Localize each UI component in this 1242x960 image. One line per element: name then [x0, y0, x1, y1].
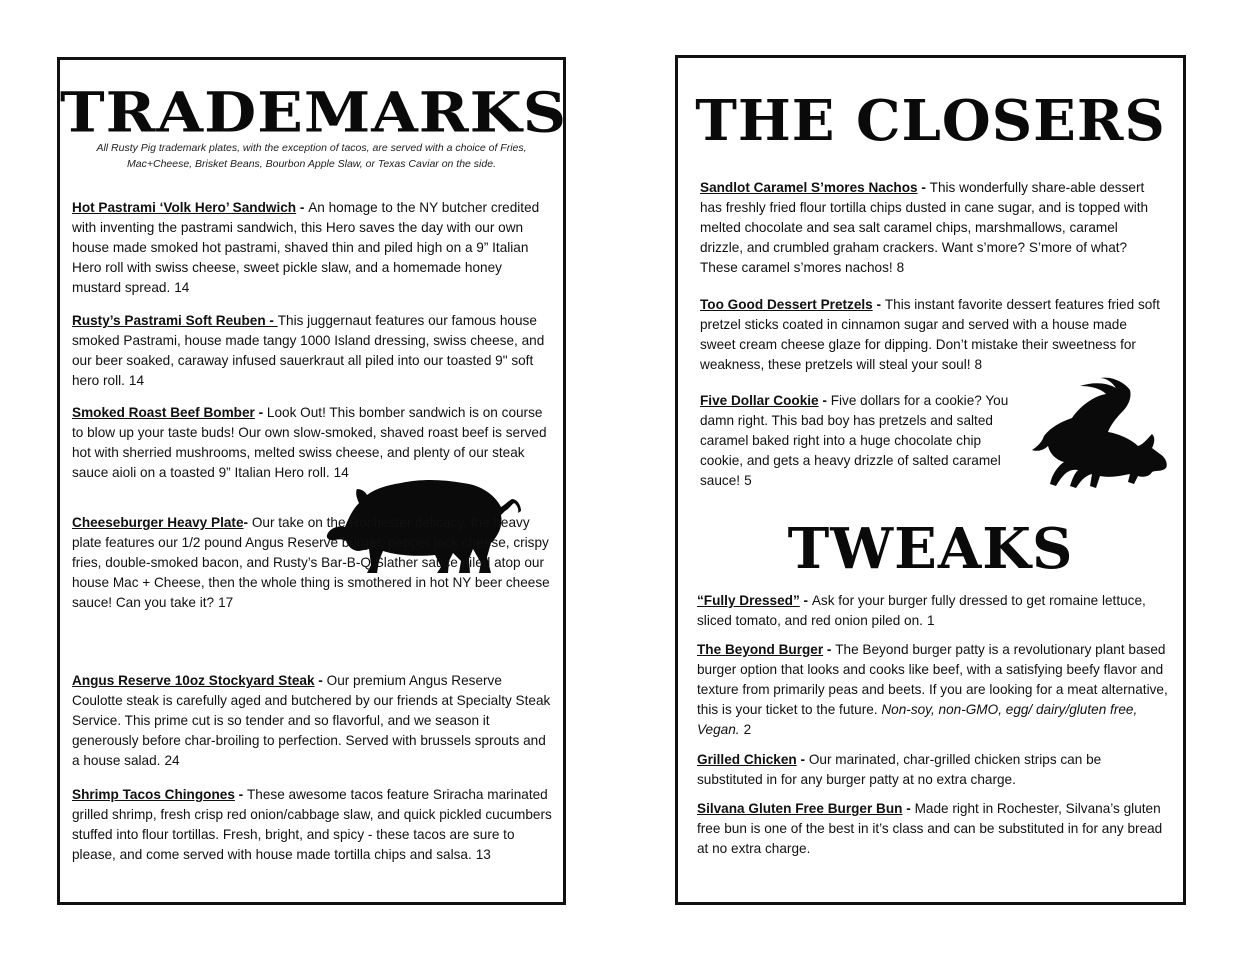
- menu-item: [72, 198, 554, 298]
- item-separator: -: [243, 515, 252, 530]
- item-description: Look Out! This bomber sandwich is on course to blow up your taste buds! Our own slow-smoked, shaved roast beef is served hot with sherried mushrooms, melted swiss cheese, and plenty of our steak sauce aioli on a toasted 9” Italian Hero roll.: [72, 405, 547, 480]
- closers-panel: [675, 55, 1186, 905]
- menu-item: [697, 640, 1169, 740]
- item-name: Cheeseburger Heavy Plate: [72, 515, 244, 530]
- item-name: Rusty’s Pastrami Soft Reuben -: [72, 313, 278, 328]
- item-name: Shrimp Tacos Chingones: [72, 787, 235, 802]
- item-name: Five Dollar Cookie: [700, 393, 819, 408]
- item-description: This instant favorite dessert features fried soft pretzel sticks coated in cinnamon sugar and served with a house made sweet cream cheese glaze for dipping. Don’t mistake their sweetness for weakness, these pretzels will steal your soul!: [700, 297, 1160, 372]
- item-separator: -: [823, 642, 836, 657]
- item-separator: -: [902, 801, 915, 816]
- item-description: Our premium Angus Reserve Coulotte steak is carefully aged and butchered by our friends at Specialty Steak Service. This prime cut is so tender and so flavorful, and we season it generously before char-broiling to perfection. Served with brussels sprouts and a house salad.: [72, 673, 551, 768]
- item-price: 1: [926, 613, 935, 628]
- menu-item: [697, 750, 1169, 790]
- menu-item: [72, 311, 554, 391]
- item-note: Non-soy, non-GMO, egg/ dairy/gluten free, Vegan.: [697, 702, 1138, 737]
- item-description: This juggernaut features our famous house smoked Pastrami, house made tangy 1000 Island dressing, swiss cheese, and our beer soaked, caraway infused sauerkraut all piled into our toasted 9" soft hero roll.: [72, 313, 545, 388]
- item-description: The Beyond burger patty is a revolutionary plant based burger option that looks and cooks like beef, with a satisfying beefy flavor and texture from primarily peas and beets. If you are looking for a meat alternative, this is your ticket to the future.: [697, 642, 1168, 717]
- menu-item: [72, 513, 554, 613]
- item-name: Angus Reserve 10oz Stockyard Steak: [72, 673, 315, 688]
- item-separator: -: [314, 673, 327, 688]
- item-price: 8: [896, 260, 905, 275]
- item-separator: -: [796, 752, 809, 767]
- item-separator: -: [872, 297, 885, 312]
- item-description: Made right in Rochester, Silvana’s gluten free bun is one of the best in it’s class and can be substituted in for any bread at no extra charge.: [697, 801, 1163, 856]
- item-separator: -: [917, 180, 930, 195]
- item-price: 17: [218, 595, 234, 610]
- menu-item: [700, 391, 1018, 491]
- trademarks-intro: All Rusty Pig trademark plates, with the exception of tacos, are served with a choice of Fries, Mac+Cheese, Brisket Beans, Bourbon Apple Slaw, or Texas Caviar on the side.: [96, 142, 527, 170]
- item-description: Our take on the Rochester delicacy, the heavy plate features our 1/2 pound Angus Reserve burger, pepper jack cheese, crispy fries, double-smoked bacon, and Rusty’s Bar-B-Q Slather sauce piled atop our house Mac + Cheese, then the whole thing is smothered in hot NY beer cheese sauce! Can you take it?: [72, 515, 550, 610]
- item-name: Hot Pastrami ‘Volk Hero’ Sandwich: [72, 200, 297, 215]
- item-name: The Beyond Burger: [697, 642, 824, 657]
- item-description: This wonderfully share-able dessert has freshly fried flour tortilla chips dusted in cane sugar, and is topped with melted chocolate and sea salt caramel chips, marshmallows, caramel drizzle, and crumbled graham crackers. Want s’more? S’more of what? These caramel s’mores nachos!: [700, 180, 1149, 275]
- item-price: 8: [974, 357, 983, 372]
- item-price: 14: [174, 280, 190, 295]
- item-separator: -: [296, 200, 309, 215]
- item-separator: -: [818, 393, 831, 408]
- item-separator: -: [254, 405, 267, 420]
- tweaks-title: TWEAKS: [787, 516, 1074, 582]
- item-price: 13: [475, 847, 491, 862]
- menu-item: [72, 785, 554, 865]
- menu-item: [72, 671, 554, 771]
- item-name: Too Good Dessert Pretzels: [700, 297, 873, 312]
- menu-item: [700, 295, 1160, 375]
- item-name: Grilled Chicken: [697, 752, 797, 767]
- item-price: 14: [128, 373, 145, 388]
- item-description: Our marinated, char-grilled chicken strips can be substituted in for any burger patty at no extra charge.: [697, 752, 1102, 787]
- item-description: Ask for your burger fully dressed to get romaine lettuce, sliced tomato, and red onion piled on.: [697, 593, 1146, 628]
- trademarks-title: TRADEMARKS: [60, 80, 568, 146]
- item-price: 5: [744, 473, 752, 488]
- item-name: Silvana Gluten Free Burger Bun: [697, 801, 903, 816]
- item-description: Five dollars for a cookie? You damn right. This bad boy has pretzels and salted caramel baked right into a huge chocolate chip cookie, and gets a heavy drizzle of salted caramel sauce!: [700, 393, 1009, 488]
- item-price: 2: [743, 722, 752, 737]
- menu-item: [697, 799, 1169, 859]
- item-price: 24: [164, 753, 180, 768]
- item-description: An homage to the NY butcher credited with inventing the pastrami sandwich, this Hero saves the day with our own house made smoked hot pastrami, shaved thin and piled high on a 9” Italian Hero roll with swiss cheese, sweet pickle slaw, and a homemade honey mustard spread.: [72, 200, 540, 295]
- item-name: Sandlot Caramel S’mores Nachos: [700, 180, 918, 195]
- menu-item: [697, 591, 1169, 631]
- menu-item: [700, 178, 1160, 278]
- item-name: “Fully Dressed”: [697, 593, 800, 608]
- item-separator: -: [799, 593, 812, 608]
- item-price: 14: [333, 465, 349, 480]
- trademarks-panel: [57, 57, 566, 905]
- item-separator: -: [234, 787, 247, 802]
- item-name: Smoked Roast Beef Bomber: [72, 405, 255, 420]
- item-description: These awesome tacos feature Sriracha marinated grilled shrimp, fresh crisp red onion/cabbage slaw, and quick pickled cucumbers stuffed into flour tortillas. Fresh, bright, and spicy - these tacos are sure to please, and come served with house made tortilla chips and salsa.: [72, 787, 552, 862]
- closers-title: THE CLOSERS: [695, 88, 1166, 154]
- flying-pig-icon: [1020, 376, 1170, 526]
